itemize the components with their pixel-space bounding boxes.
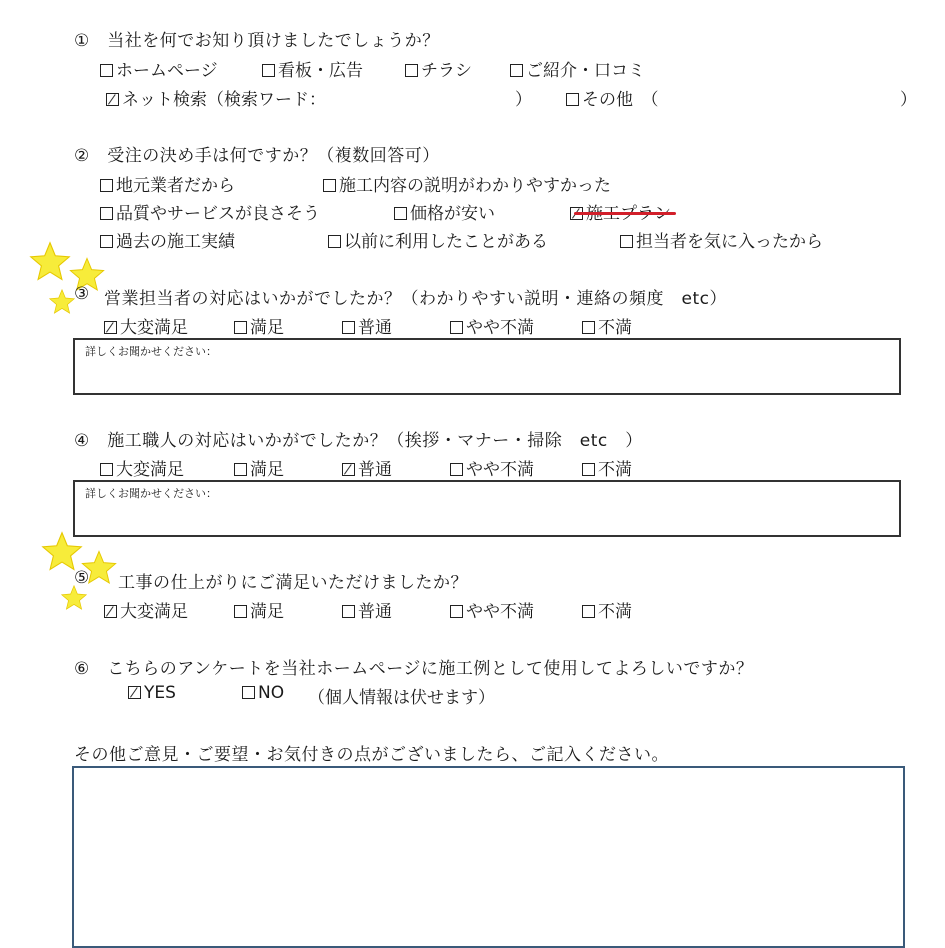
q5-title: 工事の仕上がりにご満足いただけましたか？ [118, 573, 468, 593]
star-icon [28, 240, 72, 284]
q4-option-somewhat-unsatisfied[interactable]: やや不満 [450, 455, 534, 480]
checkbox[interactable] [394, 207, 407, 220]
checkbox[interactable] [328, 235, 341, 248]
q4-detail-box[interactable] [73, 480, 901, 537]
q3-option-satisfied[interactable]: 満足 [234, 313, 284, 338]
q6-option-yes[interactable]: YES [128, 683, 176, 703]
checkbox[interactable] [234, 463, 247, 476]
comments-title: その他ご意見・ご要望・お気付きの点がございましたら、ご記入ください。 [74, 745, 669, 765]
checkbox[interactable] [323, 179, 336, 192]
q2-option-price[interactable]: 価格が安い [394, 199, 495, 224]
q6-option-no[interactable]: NO [242, 683, 284, 703]
checkbox[interactable] [566, 93, 579, 106]
q3-option-somewhat-unsatisfied[interactable]: やや不満 [450, 313, 534, 338]
checkbox[interactable] [510, 64, 523, 77]
q5-option-satisfied[interactable]: 満足 [234, 597, 284, 622]
q4-detail-label: 詳しくお聞かせください： [85, 487, 217, 500]
q1-other-close: ） [900, 90, 917, 110]
checkbox[interactable] [450, 463, 463, 476]
q3-option-unsatisfied[interactable]: 不満 [582, 313, 632, 338]
checkbox[interactable] [100, 179, 113, 192]
star-icon [60, 584, 88, 612]
checkbox[interactable] [582, 463, 595, 476]
checkbox[interactable] [342, 321, 355, 334]
q5-option-very-satisfied[interactable]: 大変満足 [104, 597, 188, 622]
checkbox[interactable] [582, 321, 595, 334]
q1-option-flyer[interactable]: チラシ [405, 56, 472, 81]
star-icon [48, 288, 76, 316]
q4-option-very-satisfied[interactable]: 大変満足 [100, 455, 184, 480]
q6-title: ⑥ こちらのアンケートを当社ホームページに施工例として使用してよろしいですか？ [74, 659, 754, 679]
checkbox[interactable] [234, 321, 247, 334]
q5-number: ⑤ [74, 568, 90, 588]
q2-option-track-record[interactable]: 過去の施工実績 [100, 227, 235, 252]
q1-option-homepage[interactable]: ホームページ [100, 56, 218, 81]
q2-option-used-before[interactable]: 以前に利用したことがある [328, 227, 548, 252]
q4-option-unsatisfied[interactable]: 不満 [582, 455, 632, 480]
checkbox[interactable] [450, 605, 463, 618]
checkbox[interactable] [582, 605, 595, 618]
q2-option-explanation[interactable]: 施工内容の説明がわかりやすかった [323, 171, 611, 196]
checkbox-checked[interactable] [342, 463, 355, 476]
q1-option-referral[interactable]: ご紹介・口コミ [510, 56, 645, 81]
q6-note: （個人情報は伏せます） [308, 688, 495, 708]
q4-option-normal[interactable]: 普通 [342, 455, 392, 480]
q3-detail-box[interactable] [73, 338, 901, 395]
q1-option-other[interactable]: その他 （ [566, 85, 659, 110]
q4-title: ④ 施工職人の対応はいかがでしたか？（挨拶・マナー・掃除 etc ） [74, 431, 643, 451]
checkbox[interactable] [100, 463, 113, 476]
q1-option-net-search[interactable]: ネット検索（検索ワード： [106, 85, 326, 110]
checkbox[interactable] [100, 207, 113, 220]
checkbox-checked[interactable] [104, 605, 117, 618]
checkbox[interactable] [242, 686, 255, 699]
checkbox[interactable] [620, 235, 633, 248]
q5-option-normal[interactable]: 普通 [342, 597, 392, 622]
q3-title: 営業担当者の対応はいかがでしたか？（わかりやすい説明・連絡の頻度 etc） [104, 289, 727, 309]
q3-detail-label: 詳しくお聞かせください： [85, 345, 217, 358]
checkbox-checked[interactable] [128, 686, 141, 699]
q3-option-normal[interactable]: 普通 [342, 313, 392, 338]
q2-option-staff[interactable]: 担当者を気に入ったから [620, 227, 823, 252]
q3-option-very-satisfied[interactable]: 大変満足 [104, 313, 188, 338]
red-underline [574, 212, 676, 215]
q5-option-somewhat-unsatisfied[interactable]: やや不満 [450, 597, 534, 622]
checkbox[interactable] [262, 64, 275, 77]
checkbox[interactable] [100, 64, 113, 77]
q3-number: ③ [74, 284, 90, 304]
checkbox-checked[interactable] [106, 93, 119, 106]
q1-net-close: ） [515, 90, 532, 110]
q1-title: ① 当社を何でお知り頂けましたでしょうか？ [74, 31, 440, 51]
checkbox[interactable] [342, 605, 355, 618]
checkbox[interactable] [450, 321, 463, 334]
checkbox[interactable] [405, 64, 418, 77]
checkbox[interactable] [234, 605, 247, 618]
q2-title: ② 受注の決め手は何ですか？（複数回答可） [74, 146, 440, 166]
q2-option-local[interactable]: 地元業者だから [100, 171, 235, 196]
checkbox[interactable] [100, 235, 113, 248]
checkbox-checked[interactable] [104, 321, 117, 334]
q2-option-quality[interactable]: 品質やサービスが良さそう [100, 199, 320, 224]
q5-option-unsatisfied[interactable]: 不満 [582, 597, 632, 622]
comments-box[interactable] [72, 766, 905, 948]
q1-option-signboard[interactable]: 看板・広告 [262, 56, 363, 81]
q4-option-satisfied[interactable]: 満足 [234, 455, 284, 480]
